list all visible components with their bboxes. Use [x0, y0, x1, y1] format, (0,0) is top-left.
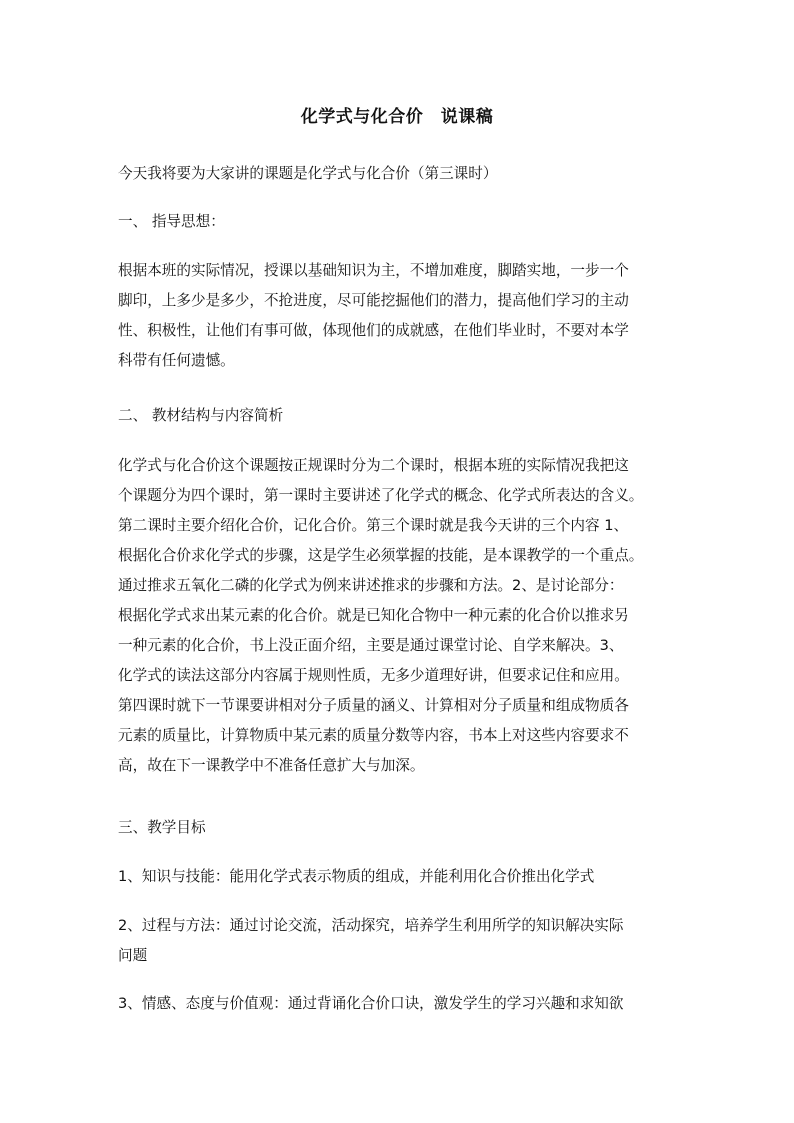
paragraph-line: 根据化学式求出某元素的化合价。就是已知化合物中一种元素的化合价以推求另 — [118, 607, 629, 624]
paragraph-line: 元素的质量比，计算物质中某元素的质量分数等内容，书本上对这些内容要求不 — [118, 727, 629, 744]
page-title: 化学式与化合价 说课稿 — [300, 107, 494, 127]
paragraph-line: 根据化合价求化学式的步骤，这是学生必须掌握的技能，是本课教学的一个重点。 — [118, 547, 644, 564]
paragraph-line: 问题 — [118, 947, 148, 964]
paragraph-line: 个课题分为四个课时，第一课时主要讲述了化学式的概念、化学式所表达的含义。 — [118, 487, 644, 504]
goal-emotion-attitude-values: 3、情感、态度与价值观：通过背诵化合价口诀，激发学生的学习兴趣和求知欲 — [118, 995, 624, 1012]
paragraph-line: 一种元素的化合价，书上没正面介绍，主要是通过课堂讨论、自学来解决。3、 — [118, 637, 624, 654]
section-heading-textbook-structure: 二、 教材结构与内容简析 — [118, 407, 284, 424]
section-heading-guiding-ideology: 一、 指导思想： — [118, 213, 225, 230]
textbook-structure-paragraph — [118, 451, 678, 781]
goal-knowledge-skills: 1、知识与技能：能用化学式表示物质的组成，并能利用化合价推出化学式 — [118, 868, 595, 885]
paragraph-line: 高，故在下一课教学中不准备任意扩大与加深。 — [118, 757, 425, 774]
paragraph-line: 根据本班的实际情况，授课以基础知识为主，不增加难度，脚踏实地，一步一个 — [118, 262, 629, 279]
intro-paragraph: 今天我将要为大家讲的课题是化学式与化合价（第三课时） — [118, 165, 498, 182]
section-heading-teaching-goals: 三、教学目标 — [118, 819, 206, 836]
paragraph-line: 第四课时就下一节课要讲相对分子质量的涵义、计算相对分子质量和组成物质各 — [118, 697, 629, 714]
guiding-ideology-paragraph — [118, 256, 678, 376]
paragraph-line: 通过推求五氧化二磷的化学式为例来讲述推求的步骤和方法。2、是讨论部分： — [118, 577, 624, 594]
goal-process-methods — [118, 911, 678, 971]
paragraph-line: 性、积极性，让他们有事可做，体现他们的成就感，在他们毕业时，不要对本学 — [118, 322, 629, 339]
paragraph-line: 脚印，上多少是多少，不抢进度，尽可能挖掘他们的潜力，提高他们学习的主动 — [118, 292, 629, 309]
paragraph-line: 科带有任何遗憾。 — [118, 352, 235, 369]
paragraph-line: 化学式与化合价这个课题按正规课时分为二个课时，根据本班的实际情况我把这 — [118, 457, 629, 474]
paragraph-line: 化学式的读法这部分内容属于规则性质，无多少道理好讲，但要求记住和应用。 — [118, 667, 629, 684]
paragraph-line: 第二课时主要介绍化合价，记化合价。第三个课时就是我今天讲的三个内容 1、 — [118, 517, 629, 534]
paragraph-line: 2、过程与方法：通过讨论交流，活动探究，培养学生利用所学的知识解决实际 — [118, 917, 624, 934]
